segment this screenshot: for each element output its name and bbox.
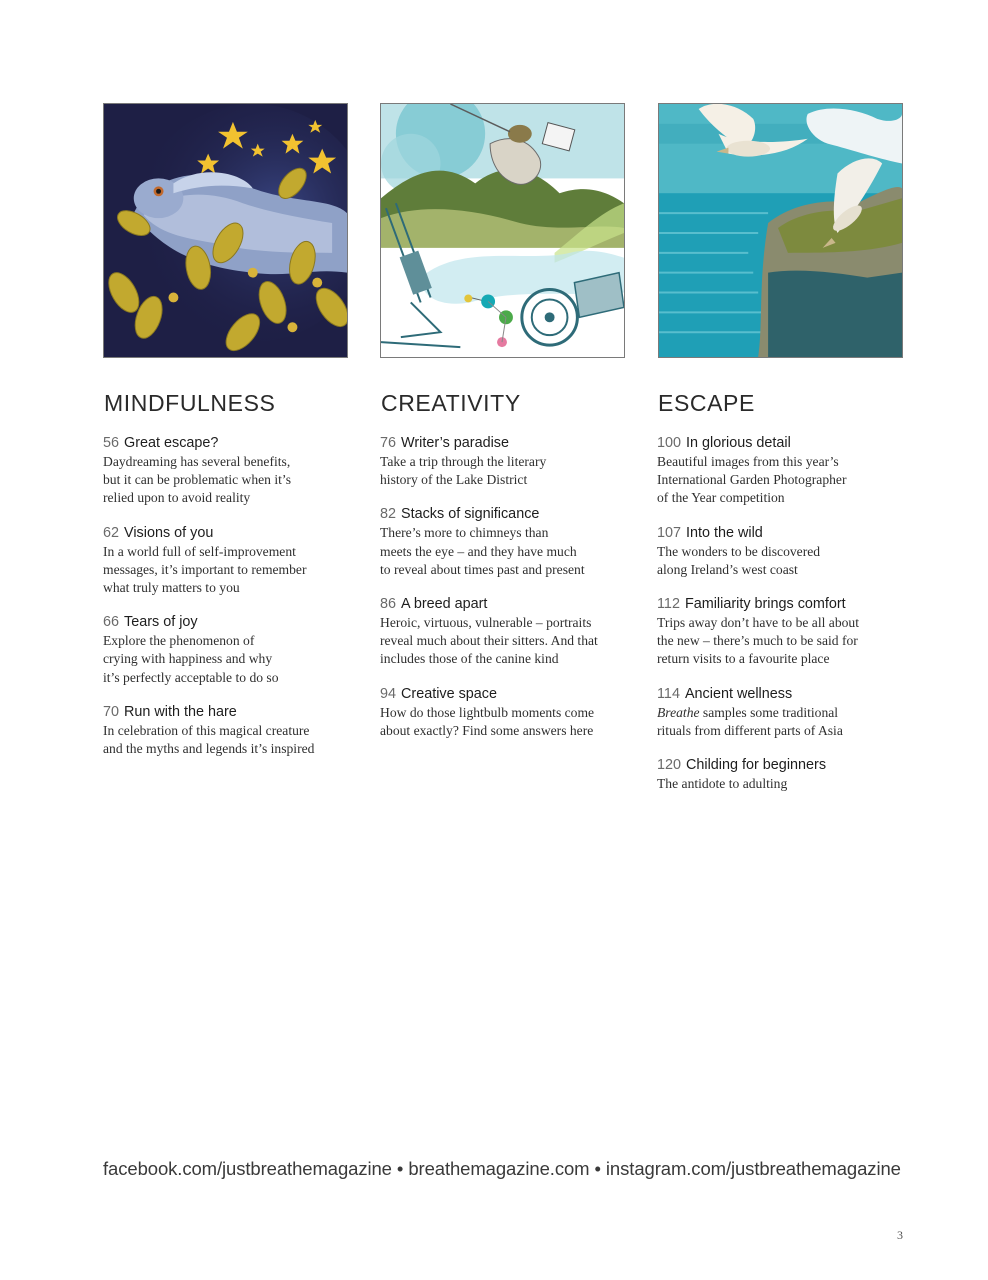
article-entry[interactable]: [380, 685, 642, 740]
escape-section: [657, 390, 919, 809]
article-title: Great escape?: [124, 435, 219, 451]
article-description: There’s more to chimneys than meets the eye – and they have much to reveal about times past and present: [380, 525, 585, 577]
escape-image: [658, 103, 903, 358]
article-page-number: 120: [657, 757, 682, 774]
article-entry[interactable]: [657, 434, 919, 508]
article-description-text: samples some traditional rituals from different parts of Asia: [657, 704, 843, 738]
mindfulness-image: [103, 103, 348, 358]
article-description: In a world full of self-improvement messages, it’s important to remember what truly matters to you: [103, 543, 307, 596]
article-description: Take a trip through the literary history of the Lake District: [380, 454, 547, 488]
article-title: Writer’s paradise: [401, 435, 509, 451]
social-links-footer[interactable]: facebook.com/justbreathemagazine • breathemagazine.com • instagram.com/justbreathemagazine: [103, 1158, 901, 1179]
article-entry[interactable]: [380, 595, 642, 669]
article-entry[interactable]: [657, 524, 919, 579]
section-title: CREATIVITY: [381, 390, 521, 416]
article-entry[interactable]: [657, 595, 919, 669]
article-description: Heroic, virtuous, vulnerable – portraits reveal much about their sitters. And that includes those of the canine kind: [380, 615, 598, 667]
article-entry[interactable]: [103, 524, 365, 598]
section-title: MINDFULNESS: [104, 390, 276, 416]
article-title: Tears of joy: [124, 614, 198, 631]
magazine-name: Breathe: [657, 704, 700, 720]
article-title: Into the wild: [686, 524, 763, 541]
article-title: In glorious detail: [686, 435, 791, 451]
article-description: Trips away don’t have to be all about the new – there’s much to be said for return visits to a favourite place: [657, 615, 859, 667]
article-description: Beautiful images from this year’s International Garden Photographer of the Year competition: [657, 454, 847, 506]
article-description: In celebration of this magical creature and the myths and legends it’s inspired: [103, 722, 315, 757]
article-page-number: 114: [657, 685, 680, 702]
article-entry[interactable]: [657, 685, 919, 740]
article-description: [657, 704, 919, 740]
article-title: Childing for beginners: [686, 757, 827, 774]
article-page-number: 107: [657, 524, 682, 541]
article-entry[interactable]: [103, 703, 365, 758]
article-entry[interactable]: [103, 613, 365, 687]
article-entry[interactable]: [380, 434, 642, 489]
article-title: A breed apart: [401, 596, 488, 613]
article-description: The wonders to be discovered along Ireland’s west coast: [657, 543, 821, 577]
article-page-number: 66: [103, 614, 120, 631]
mindfulness-section: [103, 390, 365, 774]
page-number: 3: [897, 1228, 903, 1242]
section-title: ESCAPE: [658, 390, 755, 416]
article-entry[interactable]: [657, 756, 919, 793]
article-title: Creative space: [401, 685, 498, 702]
article-page-number: 56: [103, 435, 120, 451]
article-description: Daydreaming has several benefits, but it can be problematic when it’s relied upon to avoid reality: [103, 454, 291, 506]
creativity-image: [380, 103, 625, 358]
article-title: Run with the hare: [124, 703, 237, 720]
article-title: Visions of you: [124, 524, 214, 541]
article-page-number: 70: [103, 703, 120, 720]
creativity-section: [380, 390, 642, 756]
article-title: Familiarity brings comfort: [684, 596, 846, 613]
article-description: Explore the phenomenon of crying with happiness and why it’s perfectly acceptable to do so: [103, 633, 279, 685]
article-page-number: 100: [657, 435, 682, 451]
article-page-number: 62: [103, 524, 120, 541]
article-description: How do those lightbulb moments come about exactly? Find some answers here: [380, 704, 595, 738]
article-entry[interactable]: [103, 434, 365, 508]
article-title: Ancient wellness: [684, 685, 793, 702]
article-description: The antidote to adulting: [657, 776, 788, 792]
article-page-number: 86: [380, 596, 397, 613]
article-title: Stacks of significance: [401, 506, 540, 523]
article-page-number: 94: [380, 685, 397, 702]
article-entry[interactable]: [380, 505, 642, 579]
article-page-number: 112: [657, 596, 680, 613]
article-page-number: 76: [380, 435, 397, 451]
article-page-number: 82: [380, 506, 397, 523]
